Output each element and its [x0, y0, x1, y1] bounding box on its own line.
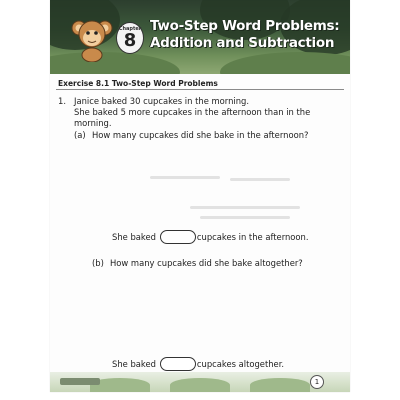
grass-decoration	[170, 378, 230, 392]
question-line: Janice baked 30 cupcakes in the morning.	[74, 96, 250, 106]
worksheet-page	[50, 0, 350, 392]
question-line: She baked 5 more cupcakes in the afternoon than in the	[74, 107, 311, 117]
chapter-title	[150, 18, 346, 52]
answer-suffix: cupcakes altogether.	[196, 359, 285, 369]
chapter-word: Chapter	[118, 26, 142, 32]
show-through-mark	[200, 216, 290, 219]
part-a-question: How many cupcakes did she bake in the afternoon?	[92, 130, 309, 140]
part-b-label: (b)	[92, 258, 104, 268]
part-b-question: How many cupcakes did she bake altogether?	[110, 258, 303, 268]
answer-suffix: cupcakes in the afternoon.	[196, 232, 309, 242]
chapter-title-line1: Two-Step Word Problems:	[150, 18, 340, 34]
chapter-number: 8	[123, 30, 137, 51]
page-number: 1	[310, 375, 324, 389]
part-a-answer-line	[112, 230, 309, 244]
part-b-answer-box[interactable]	[160, 357, 196, 371]
question-line: morning.	[74, 118, 112, 128]
hill-decoration	[220, 52, 350, 74]
publisher-logo-icon	[60, 378, 100, 385]
question-number: 1.	[58, 96, 66, 106]
part-b-answer-line	[112, 357, 284, 371]
chapter-banner	[50, 0, 350, 74]
grass-decoration	[250, 378, 310, 392]
part-a-label: (a)	[74, 130, 86, 140]
chapter-badge	[116, 22, 144, 54]
monkey-mascot-icon	[70, 14, 114, 62]
chapter-title-line2: Addition and Subtraction	[150, 35, 335, 51]
show-through-mark	[190, 206, 300, 209]
part-a-answer-box[interactable]	[160, 230, 196, 244]
answer-prefix: She baked	[112, 232, 156, 242]
show-through-mark	[230, 178, 290, 181]
answer-prefix: She baked	[112, 359, 156, 369]
page-footer	[50, 372, 350, 392]
heading-divider	[56, 89, 344, 90]
show-through-mark	[150, 176, 220, 179]
exercise-heading: Exercise 8.1 Two-Step Word Problems	[58, 79, 218, 88]
